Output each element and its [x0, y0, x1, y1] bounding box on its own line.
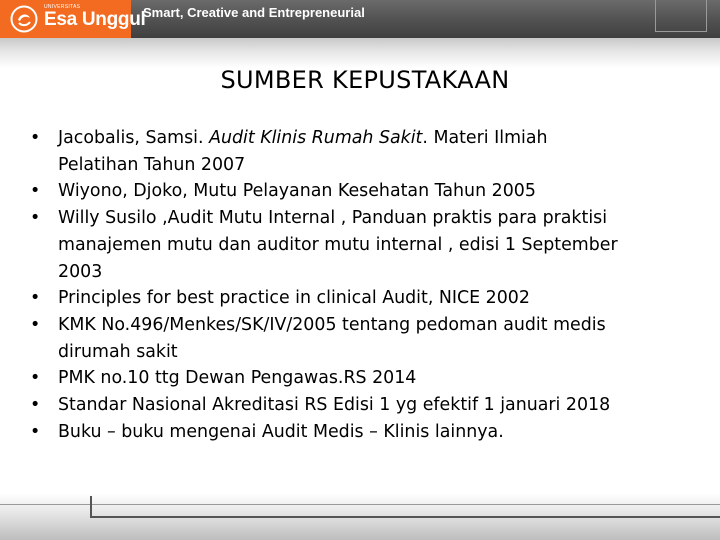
reference-text: . Materi Ilmiah [422, 128, 548, 148]
bullet-icon: • [30, 181, 41, 202]
reference-text: Jacobalis, Samsi. [58, 128, 210, 148]
reference-item [30, 125, 706, 178]
reference-text: Pelatihan Tahun 2007 [58, 154, 246, 175]
reference-item [30, 392, 706, 419]
bullet-icon: • [30, 421, 41, 442]
reference-text: Willy Susilo ,Audit Mutu Internal , Panduan praktis para praktisi [58, 208, 608, 229]
slide-title-text: SUMBER KEPUSTAKAAN [220, 66, 510, 94]
university-logo [0, 0, 146, 38]
reference-text: Standar Nasional Akreditasi RS Edisi 1 yg efektif 1 januari 2018 [58, 395, 611, 416]
logo-emblem-icon [10, 5, 38, 33]
reference-text: PMK no.10 ttg Dewan Pengawas.RS 2014 [58, 368, 417, 389]
reference-item [30, 419, 706, 446]
bullet-icon: • [30, 395, 41, 416]
logo-subtitle: UNIVERSITAS [44, 4, 81, 10]
reference-text: dirumah sakit [58, 341, 178, 362]
slide-title [0, 66, 720, 94]
header-shadow [0, 38, 720, 68]
reference-item [30, 285, 706, 312]
reference-item [30, 365, 706, 392]
bullet-icon: • [30, 288, 41, 309]
reference-list [30, 125, 706, 445]
bullet-icon: • [30, 128, 41, 148]
reference-text: Audit Klinis Rumah Sakit [209, 128, 423, 148]
reference-item [30, 312, 706, 365]
tagline: Smart, Creative and Entrepreneurial [143, 5, 365, 20]
reference-text: KMK No.496/Menkes/SK/IV/2005 tentang pedoman audit medis [58, 314, 606, 335]
bullet-icon: • [30, 208, 41, 229]
header-bar [0, 0, 720, 38]
logo-wordmark: Esa Unggul [44, 9, 146, 30]
footer-frame-decoration [90, 496, 720, 518]
bullet-icon: • [30, 314, 41, 335]
reference-text: Wiyono, Djoko, Mutu Pelayanan Kesehatan Tahun 2005 [58, 181, 536, 202]
header-frame-decoration [655, 0, 707, 32]
reference-text: manajemen mutu dan auditor mutu internal , edisi 1 September [58, 234, 618, 255]
bullet-icon: • [30, 368, 41, 389]
reference-text: Principles for best practice in clinical Audit, NICE 2002 [58, 288, 530, 309]
reference-text: Buku – buku mengenai Audit Medis – Klinis lainnya. [58, 421, 504, 442]
reference-text: 2003 [58, 261, 103, 282]
reference-item [30, 205, 706, 285]
reference-item [30, 178, 706, 205]
